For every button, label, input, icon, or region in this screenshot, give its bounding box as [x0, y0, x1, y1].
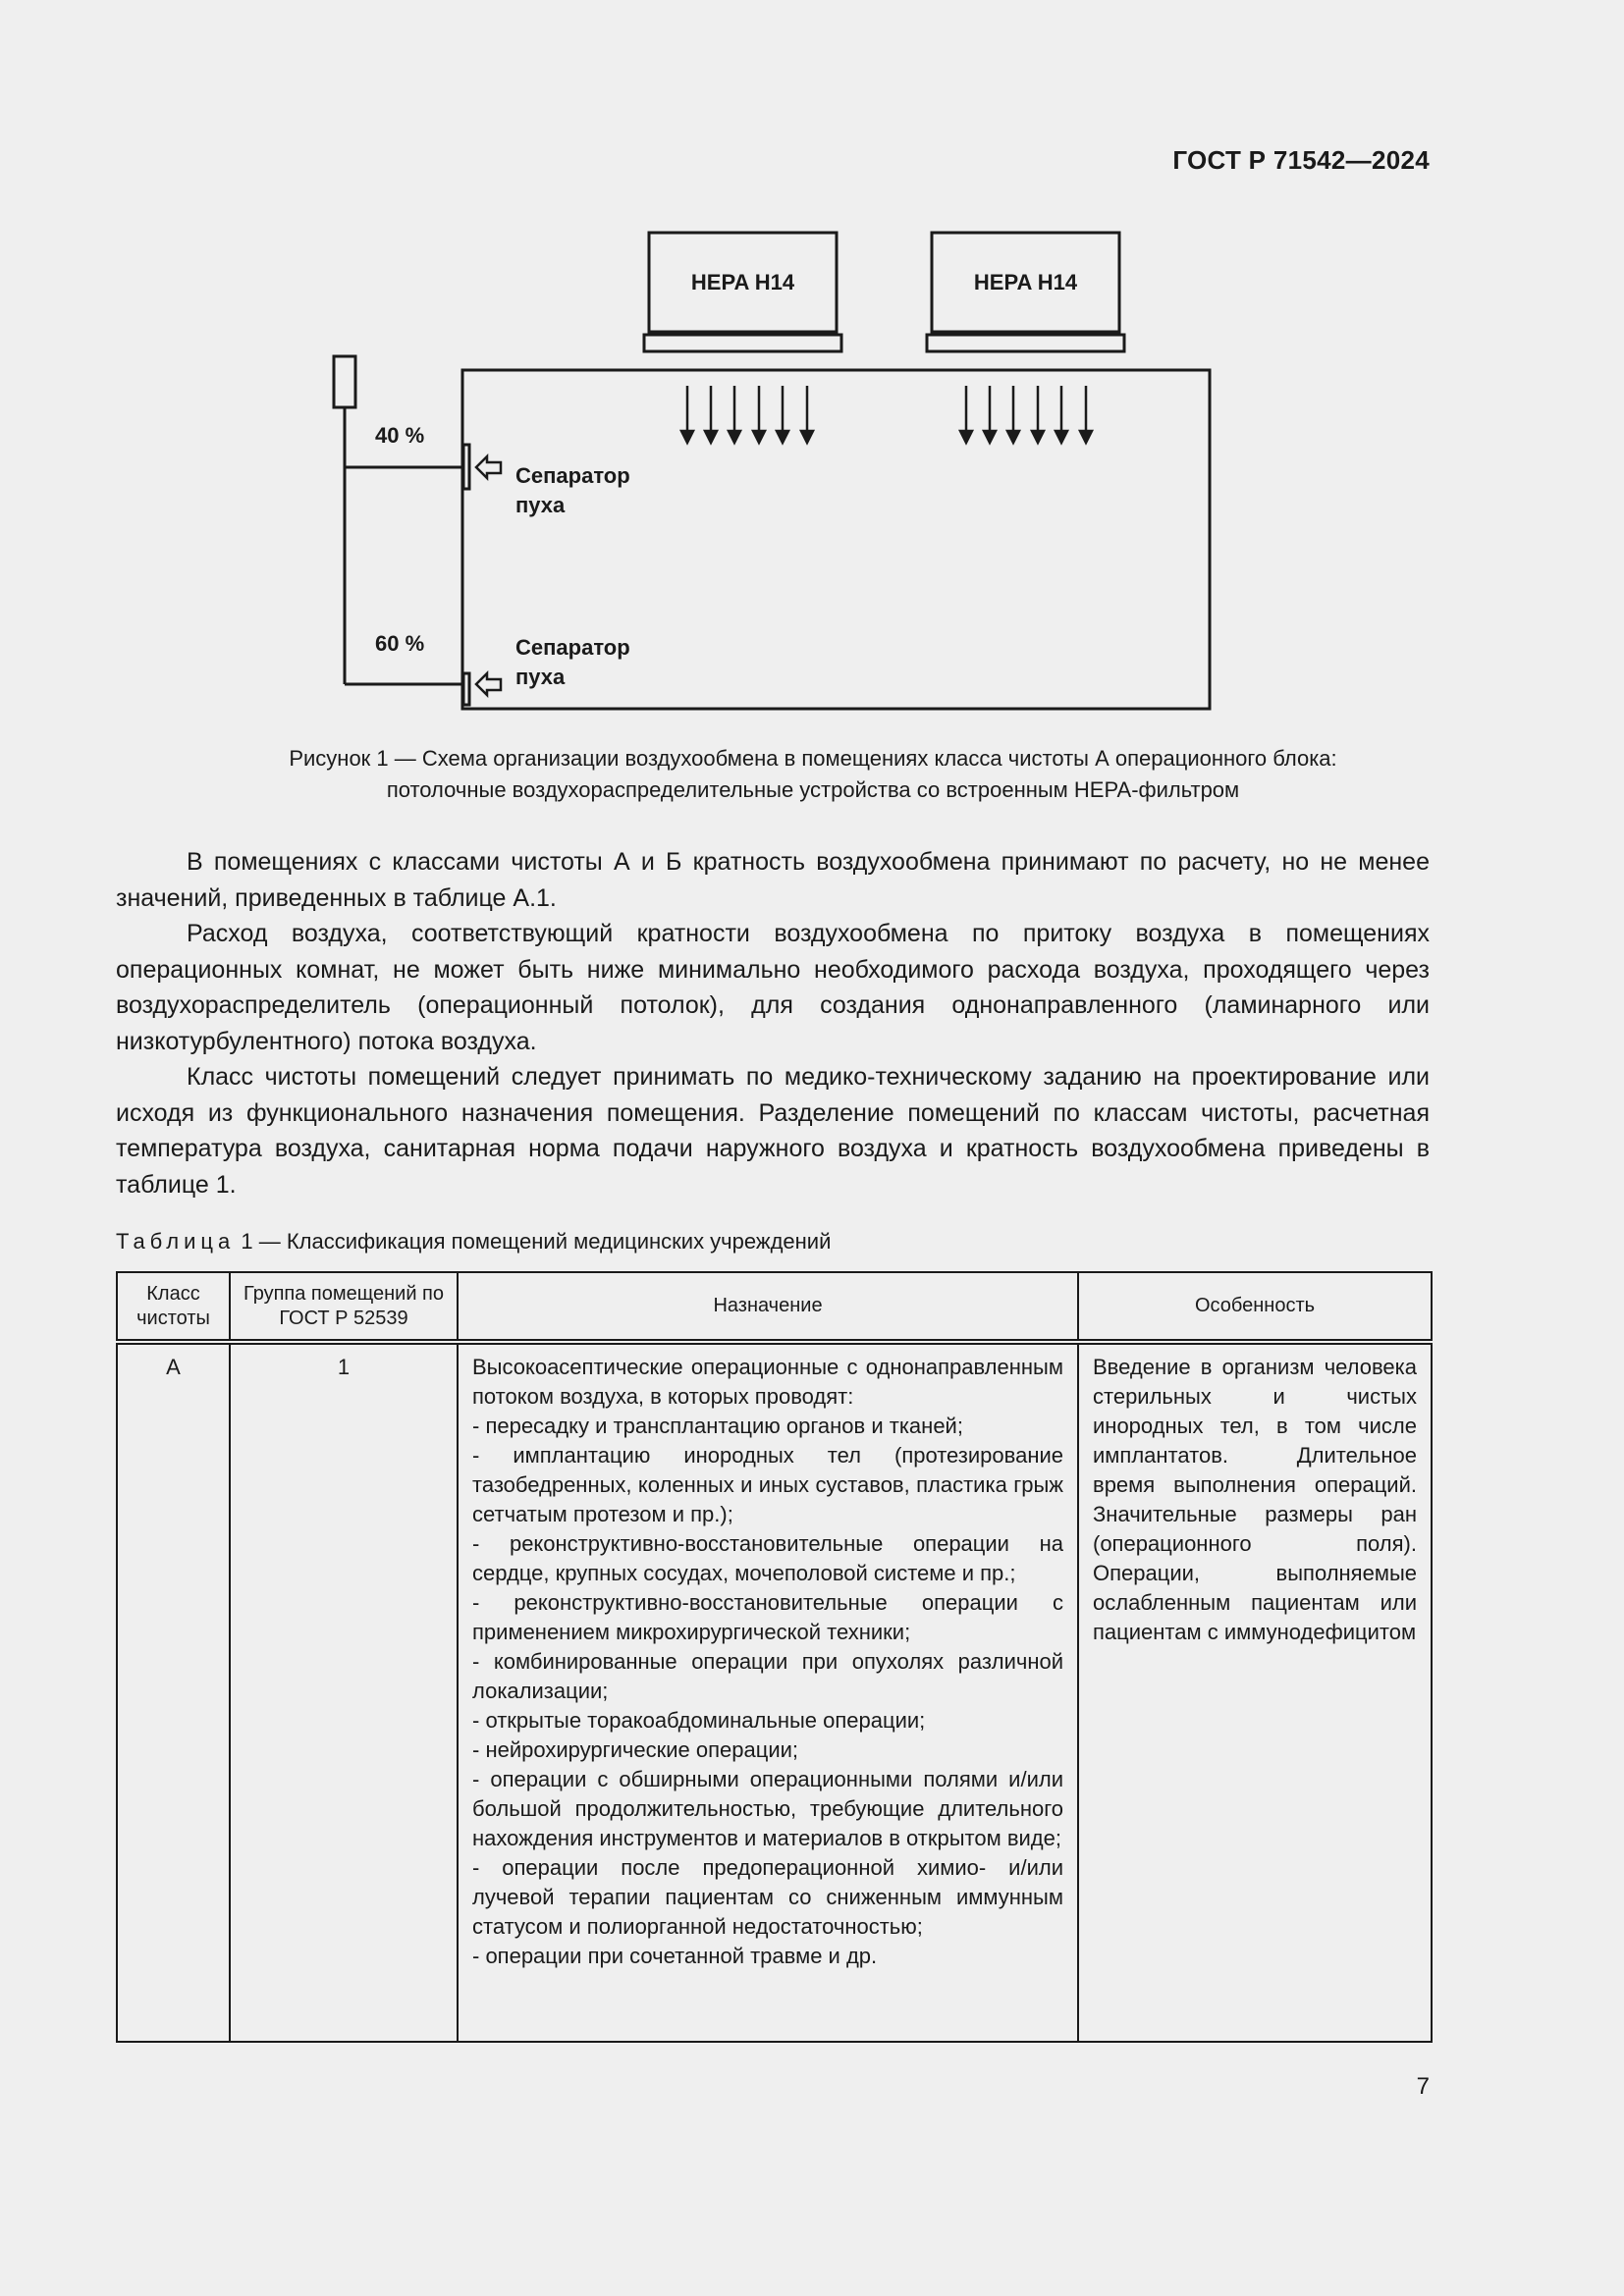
list-item: - пересадку и трансплантацию органов и тканей; — [472, 1414, 963, 1438]
header-purpose: Назначение — [458, 1272, 1078, 1342]
table-title-rest: 1 — Классификация помещений медицинских учреждений — [241, 1229, 832, 1254]
document-standard-code: ГОСТ Р 71542—2024 — [1172, 145, 1430, 175]
list-item: - нейрохирургические операции; — [472, 1737, 799, 1762]
paragraph: Расход воздуха, соответствующий кратности воздухообмена по притоку воздуха в помещениях операционных комнат, не может быть ниже минимально необходимого расхода воздуха, проходящего через воздухораспределитель (операционный потолок), для создания однонаправленного (ламинарного или низкотурбулентного) потока воздуха. — [116, 920, 1430, 1055]
cell-group: 1 — [230, 1342, 458, 2042]
table-title-word: Таблица — [116, 1229, 236, 1254]
upper-percent-label: 40 % — [375, 423, 425, 448]
hepa-right-label: HEPA H14 — [973, 270, 1078, 294]
feature-text: Введение в организм человека стерильных и чистых инородных тел, в том числе имплантатов. Длительное время выполнения операций. Значительные размеры ран (операционного поля). Операции, выполняемые ослабленным пациентам или пациентам с иммунодефицитом — [1093, 1355, 1417, 1644]
table-title — [116, 1227, 831, 1256]
table-header-row — [117, 1272, 1432, 1342]
airflow-arrows-left — [681, 386, 813, 443]
list-item: - операции после предоперационной химио- и/или лучевой терапии пациентам со сниженным иммунным статусом и полиорганной недостаточностью; — [472, 1855, 1063, 1939]
paragraph: Класс чистоты помещений следует принимать по медико-техническому заданию на проектирование или исходя из функционального назначения помещения. Разделение помещений по классам чистоты, расчетная температура воздуха, санитарная норма подачи наружного воздуха и кратность воздухообмена приведены в таблице 1. — [116, 1063, 1430, 1199]
figure-caption-line1: Рисунок 1 — Схема организации воздухообмена в помещениях класса чистоты А операционного блока: — [289, 746, 1337, 771]
classification-table — [116, 1271, 1433, 2043]
header-class: Класс чистоты — [117, 1272, 230, 1342]
body-text — [116, 844, 1430, 1202]
inlet-arrow-upper — [476, 456, 501, 478]
list-item: - реконструктивно-восстановительные операции на сердце, крупных сосудах, мочеполовой системе и пр.; — [472, 1531, 1063, 1585]
hepa-filter-left-base — [644, 335, 841, 351]
airflow-scheme-figure — [0, 0, 1624, 746]
inlet-arrow-lower — [476, 673, 501, 695]
purpose-list — [472, 1412, 1063, 1971]
list-item: - открытые торакоабдоминальные операции; — [472, 1708, 926, 1733]
separator-upper-line2: пуха — [515, 493, 566, 517]
paragraph: В помещениях с классами чистоты А и Б кратность воздухообмена принимают по расчету, но не менее значений, приведенных в таблице А.1. — [116, 848, 1430, 912]
separator-upper-line1: Сепаратор — [515, 463, 630, 488]
cell-purpose — [458, 1342, 1078, 2042]
separator-upper-label — [515, 461, 630, 520]
lower-percent-label: 60 % — [375, 631, 425, 656]
hepa-filter-right-base — [927, 335, 1124, 351]
figure-caption-line2: потолочные воздухораспределительные устройства со встроенным HEPA-фильтром — [386, 777, 1240, 802]
page-number: 7 — [1416, 2073, 1430, 2100]
cell-class: А — [117, 1342, 230, 2042]
separator-lower-line1: Сепаратор — [515, 635, 630, 660]
exhaust-fan — [334, 356, 355, 407]
list-item: - операции с обширными операционными полями и/или большой продолжительностью, требующие длительного нахождения инструментов и материалов в открытом виде; — [472, 1767, 1063, 1850]
separator-lower-label — [515, 633, 630, 692]
header-feature: Особенность — [1078, 1272, 1432, 1342]
separator-lower-line2: пуха — [515, 665, 566, 689]
purpose-intro: Высокоасептические операционные с однонаправленным потоком воздуха, в которых проводят: — [472, 1355, 1063, 1409]
airflow-scheme-diagram — [0, 0, 1624, 746]
hepa-left-label: HEPA H14 — [690, 270, 795, 294]
figure-caption — [116, 743, 1510, 806]
list-item: - операции при сочетанной травме и др. — [472, 1944, 878, 1968]
list-item: - комбинированные операции при опухолях различной локализации; — [472, 1649, 1063, 1703]
list-item: - реконструктивно-восстановительные операции с применением микрохирургической техники; — [472, 1590, 1063, 1644]
list-item: - имплантацию инородных тел (протезирование тазобедренных, коленных и иных суставов, пластика грыж сетчатым протезом и пр.); — [472, 1443, 1063, 1526]
header-group: Группа помещений по ГОСТ Р 52539 — [230, 1272, 458, 1342]
cell-feature — [1078, 1342, 1432, 2042]
airflow-arrows-right — [960, 386, 1092, 443]
table-row — [117, 1342, 1432, 2042]
separator-lower — [463, 673, 469, 705]
separator-upper — [463, 445, 469, 489]
